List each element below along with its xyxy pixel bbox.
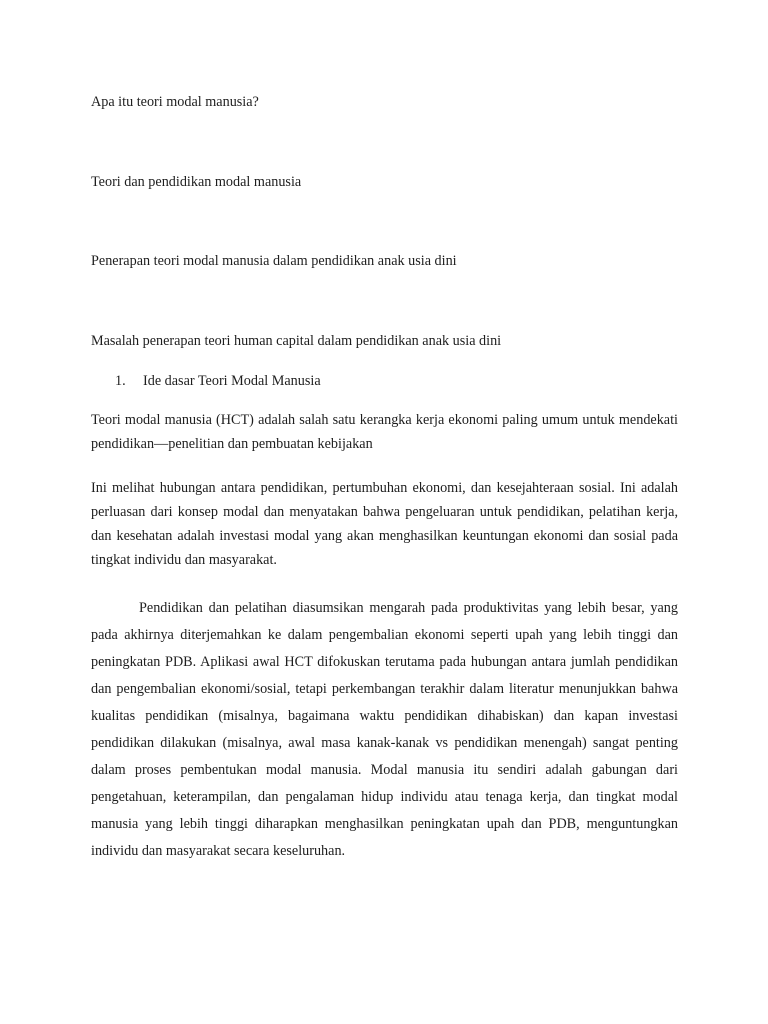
numbered-list-item [115,372,321,390]
heading-theory-and-education: Teori dan pendidikan modal manusia [91,174,302,190]
paragraph-relationship: Ini melihat hubungan antara pendidikan, pertumbuhan ekonomi, dan kesejahteraan sosial. Ini adalah perluasan dari konsep modal dan menyatakan bahwa pengeluaran untuk pendidikan, pelatihan kerja, dan kesehatan adalah investasi modal yang akan menghasilkan keuntungan ekonomi dan sosial pada tingkat individu dan masyarakat. [91,480,678,568]
paragraph-hct-definition: Teori modal manusia (HCT) adalah salah satu kerangka kerja ekonomi paling umum untuk mendekati pendidikan—penelitian dan pembuatan kebijakan [91,412,678,452]
list-item-text: Ide dasar Teori Modal Manusia [143,373,321,389]
heading-application-early-childhood: Penerapan teori modal manusia dalam pendidikan anak usia dini [91,253,457,269]
paragraph-education-training: Pendidikan dan pelatihan diasumsikan mengarah pada produktivitas yang lebih besar, yang pada akhirnya diterjemahkan ke dalam pengembalian ekonomi seperti upah yang lebih tinggi dan peningkatan PDB. Aplikasi awal HCT difokuskan terutama pada hubungan antara jumlah pendidikan dan pengembalian ekonomi/sosial, tetapi perkembangan terakhir dalam literatur menunjukkan bahwa kualitas pendidikan (misalnya, bagaimana waktu pendidikan dihabiskan) dan kapan investasi pendidikan dilakukan (misalnya, awal masa kanak-kanak vs pendidikan menengah) sangat penting dalam proses pembentukan modal manusia. Modal manusia itu sendiri adalah gabungan dari pengetahuan, keterampilan, dan pengalaman hidup individu atau tenaga kerja, dan tingkat modal manusia yang lebih tinggi diharapkan menghasilkan peningkatan upah dan PDB, menguntungkan individu dan masyarakat secara keseluruhan. [91,600,678,859]
heading-what-is-human-capital-theory: Apa itu teori modal manusia? [91,94,259,110]
list-item-number: 1. [115,373,126,389]
heading-problems-application: Masalah penerapan teori human capital dalam pendidikan anak usia dini [91,333,502,349]
